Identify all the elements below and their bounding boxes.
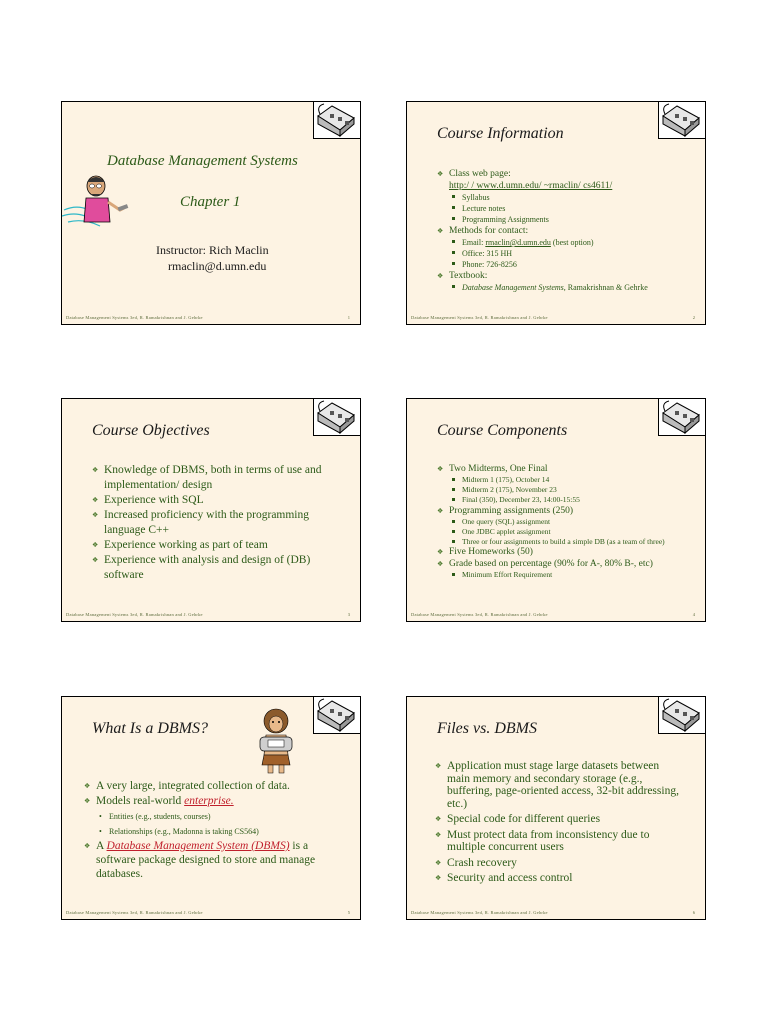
book-title: Database Management Systems <box>462 283 564 292</box>
list-item: ❖ Experience with SQL <box>92 493 337 508</box>
hardware-logo-icon <box>658 102 705 139</box>
slide-3 <box>61 398 361 622</box>
slide-footer: Database Management Systems 3ed, R. Ramakrishnan and J. Gehrke <box>411 315 548 320</box>
page-number: 3 <box>347 612 350 617</box>
item-text: Programming assignments (250) <box>449 506 574 516</box>
slide-title: Files vs. DBMS <box>437 720 537 737</box>
slide-2 <box>406 101 706 325</box>
sub-list <box>449 570 705 580</box>
slide-title: What Is a DBMS? <box>92 720 208 737</box>
slide-title: Course Objectives <box>92 422 210 439</box>
sub-list <box>449 192 699 225</box>
item-text: (best option) <box>550 238 594 247</box>
hardware-logo-icon <box>313 697 360 734</box>
slide-5 <box>61 696 361 920</box>
item-text: Class web page: <box>449 169 511 179</box>
item-text: Two Midterms, One Final <box>449 464 548 474</box>
slide-footer: Database Management Systems 3ed, R. Ramakrishnan and J. Gehrke <box>66 315 203 320</box>
email-link[interactable]: rmaclin@d.umn.edu <box>485 238 551 247</box>
list-item: Office: 315 HH <box>449 248 699 259</box>
list-item <box>437 168 699 225</box>
item-text: Models real-world <box>96 795 185 807</box>
item-text: , Ramakrishnan & Gehrke <box>563 283 648 292</box>
slide-footer: Database Management Systems 3ed, R. Ramakrishnan and J. Gehrke <box>66 612 203 617</box>
hardware-logo-icon <box>658 697 705 734</box>
list-item: ❖ Security and access control <box>435 872 685 885</box>
list-item: One query (SQL) assignment <box>449 517 705 527</box>
caveman-clipart-icon <box>254 707 298 780</box>
instructor-email: rmaclin@d.umn.edu <box>168 259 267 273</box>
slide-title: Course Information <box>437 125 564 142</box>
list-item: Minimum Effort Requirement <box>449 570 705 580</box>
list-item <box>437 270 699 293</box>
list-item: ❖ Must protect data from inconsistency due to multiple concurrent users <box>435 829 685 854</box>
list-item <box>449 282 699 293</box>
course-web-link[interactable]: http:/ / www.d.umn.edu/ ~rmaclin/ cs4611/ <box>449 181 613 191</box>
list-item: Programming Assignments <box>449 214 699 225</box>
slide-4 <box>406 398 706 622</box>
list-item: Lecture notes <box>449 203 699 214</box>
instructor-name: Instructor: Rich Maclin <box>156 243 269 257</box>
slide-footer: Database Management Systems 3ed, R. Ramakrishnan and J. Gehrke <box>411 910 548 915</box>
list-item <box>437 558 705 580</box>
slide-subtitle: Chapter 1 <box>180 194 241 210</box>
sub-list <box>96 809 346 839</box>
list-item: • Entities (e.g., students, courses) <box>96 809 346 824</box>
list-item: ❖ Crash recovery <box>435 857 685 870</box>
item-text: A <box>96 840 107 852</box>
sub-list <box>449 475 705 505</box>
professor-clipart-icon <box>62 172 132 237</box>
list-item: ❖ Special code for different queries <box>435 813 685 826</box>
hardware-logo-icon <box>313 399 360 436</box>
list-item: ❖ Experience working as part of team <box>92 538 337 553</box>
slide-1 <box>61 101 361 325</box>
list-item: Midterm 2 (175), November 23 <box>449 485 705 495</box>
list-item: ❖ Application must stage large datasets between main memory and secondary storage (e.g., buffering, page-oriented access, 32-bit addressing, etc.) <box>435 760 685 810</box>
sub-list <box>449 517 705 546</box>
slide-footer: Database Management Systems 3ed, R. Ramakrishnan and J. Gehrke <box>66 910 203 915</box>
list-item: ❖ Knowledge of DBMS, both in terms of use and implementation/ design <box>92 463 337 493</box>
sub-list <box>449 237 699 270</box>
list-item <box>437 463 705 505</box>
page-number: 5 <box>347 910 350 915</box>
bullet-list <box>92 463 337 583</box>
hardware-logo-icon <box>658 399 705 436</box>
list-item <box>449 237 699 248</box>
list-item: One JDBC applet assignment <box>449 527 705 537</box>
list-item <box>437 225 699 270</box>
item-text: Textbook: <box>449 271 488 281</box>
list-item: Syllabus <box>449 192 699 203</box>
slide-footer: Database Management Systems 3ed, R. Ramakrishnan and J. Gehrke <box>411 612 548 617</box>
page-number: 4 <box>692 612 695 617</box>
list-item <box>84 794 346 839</box>
list-item: ❖ Five Homeworks (50) <box>437 546 705 558</box>
bullet-list <box>437 463 705 580</box>
term-dbms: Database Management System (DBMS) <box>106 840 290 852</box>
item-text: is a software package designed to store and manage databases. <box>96 840 316 880</box>
slide-title: Database Management Systems <box>107 153 298 169</box>
page-number: 1 <box>347 315 350 320</box>
bullet-list <box>437 168 699 293</box>
list-item: • Relationships (e.g., Madonna is taking CS564) <box>96 824 346 839</box>
slide-6 <box>406 696 706 920</box>
hardware-logo-icon <box>313 102 360 139</box>
list-item: ❖ A very large, integrated collection of data. <box>84 779 346 794</box>
page-number: 6 <box>692 910 695 915</box>
bullet-list <box>84 779 346 881</box>
slide-title: Course Components <box>437 422 568 439</box>
sub-list <box>449 282 699 293</box>
item-text: Methods for contact: <box>449 226 529 236</box>
list-item: Final (350), December 23, 14:00-15:55 <box>449 495 705 505</box>
instructor-block <box>156 242 269 274</box>
term-enterprise: enterprise. <box>184 795 234 807</box>
list-item: Midterm 1 (175), October 14 <box>449 475 705 485</box>
page-number: 2 <box>692 315 695 320</box>
item-text: Grade based on percentage (90% for A-, 80% B-, etc) <box>449 559 653 569</box>
list-item <box>437 505 705 546</box>
list-item: ❖ Increased proficiency with the programming language C++ <box>92 508 337 538</box>
list-item: ❖ Experience with analysis and design of (DB) software <box>92 553 337 583</box>
list-item <box>84 839 346 881</box>
list-item: Three or four assignments to build a simple DB (as a team of three) <box>449 537 705 546</box>
item-text: Email: <box>462 238 486 247</box>
bullet-list <box>435 760 685 885</box>
list-item: Phone: 726-8256 <box>449 259 699 270</box>
